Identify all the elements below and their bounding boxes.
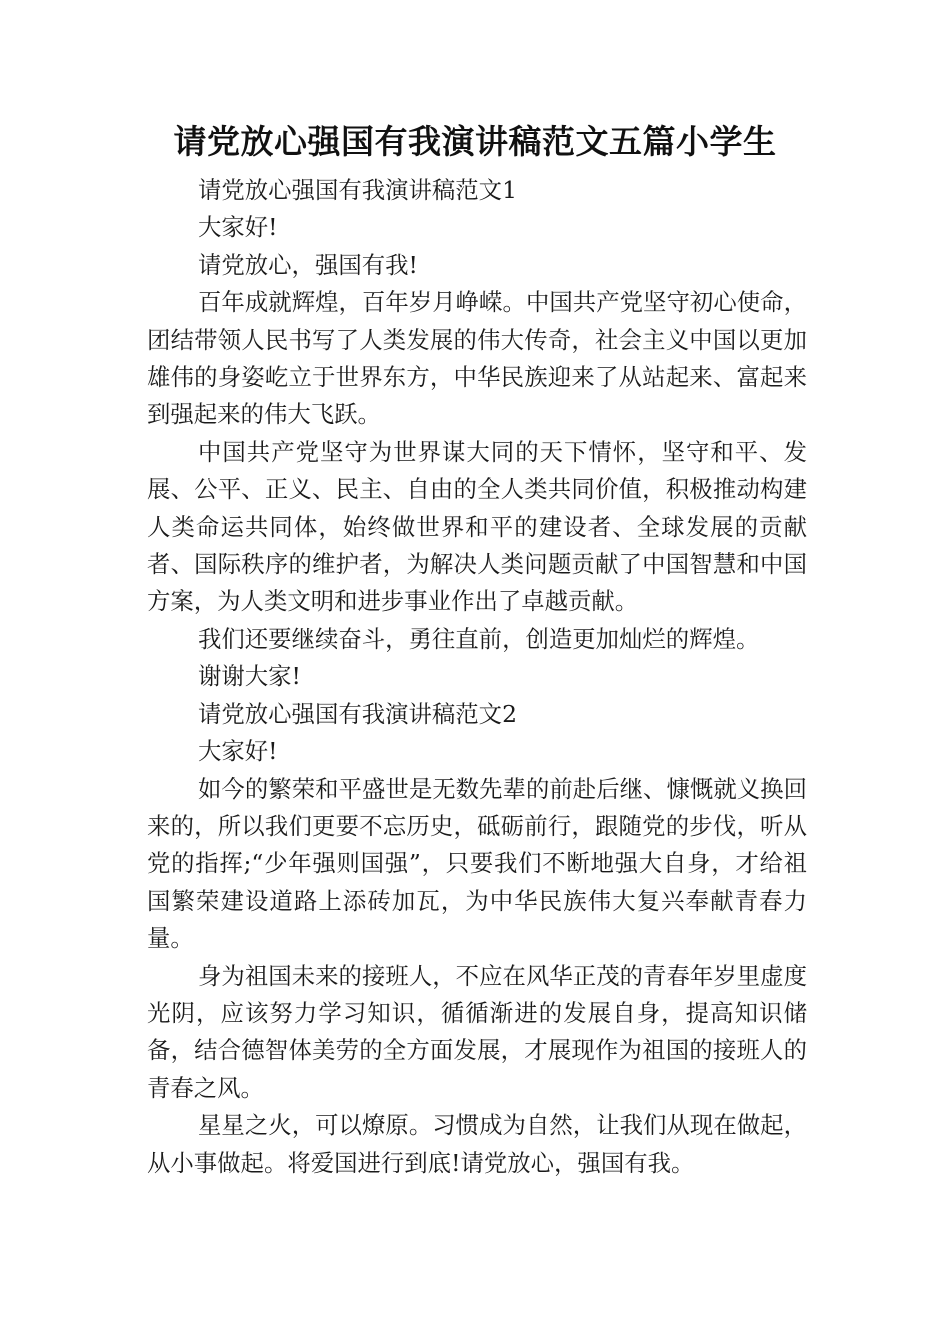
paragraph-greeting-1: 大家好!: [198, 213, 278, 242]
paragraph-greeting-2: 大家好!: [198, 737, 278, 766]
paragraph-closing-1: 谢谢大家!: [198, 662, 301, 691]
document-title: 请党放心强国有我演讲稿范文五篇小学生: [173, 122, 777, 161]
paragraph: 星星之火，可以燎原。习惯成为自然，让我们从现在做起，从小事做起。将爱国进行到底!请党放心，强国有我。: [147, 1111, 807, 1177]
paragraph: 中国共产党坚守为世界谋大同的天下情怀，坚守和平、发展、公平、正义、民主、自由的全人类共同价值，积极推动构建人类命运共同体，始终做世界和平的建设者、全球发展的贡献者、国际秩序的维护者，为解决人类问题贡献了中国智慧和中国方案，为人类文明和进步事业作出了卓越贡献。: [147, 437, 807, 616]
paragraph-heading-1: 请党放心强国有我演讲稿范文1: [198, 176, 517, 204]
paragraph: 百年成就辉煌，百年岁月峥嵘。中国共产党坚守初心使命，团结带领人民书写了人类发展的伟大传奇，社会主义中国以更加雄伟的身姿屹立于世界东方，中华民族迎来了从站起来、富起来到强起来的伟大飞跃。: [147, 288, 807, 429]
document-body: [147, 172, 807, 1182]
paragraph: 请党放心，强国有我!: [198, 250, 418, 279]
paragraph: 我们还要继续奋斗，勇往直前，创造更加灿烂的辉煌。: [198, 624, 760, 653]
paragraph-heading-2: 请党放心强国有我演讲稿范文2: [198, 699, 517, 728]
paragraph: 如今的繁荣和平盛世是无数先辈的前赴后继、慷慨就义换回来的，所以我们更要不忘历史，砥砺前行，跟随党的步伐，听从党的指挥;“少年强则国强”，只要我们不断地强大自身，才给祖国繁荣建设道路上添砖加瓦，为中华民族伟大复兴奉献青春力量。: [147, 774, 807, 953]
paragraph: 身为祖国未来的接班人，不应在风华正茂的青春年岁里虚度光阴，应该努力学习知识，循循渐进的发展自身，提高知识储备，结合德智体美劳的全方面发展，才展现作为祖国的接班人的青春之风。: [147, 961, 807, 1102]
